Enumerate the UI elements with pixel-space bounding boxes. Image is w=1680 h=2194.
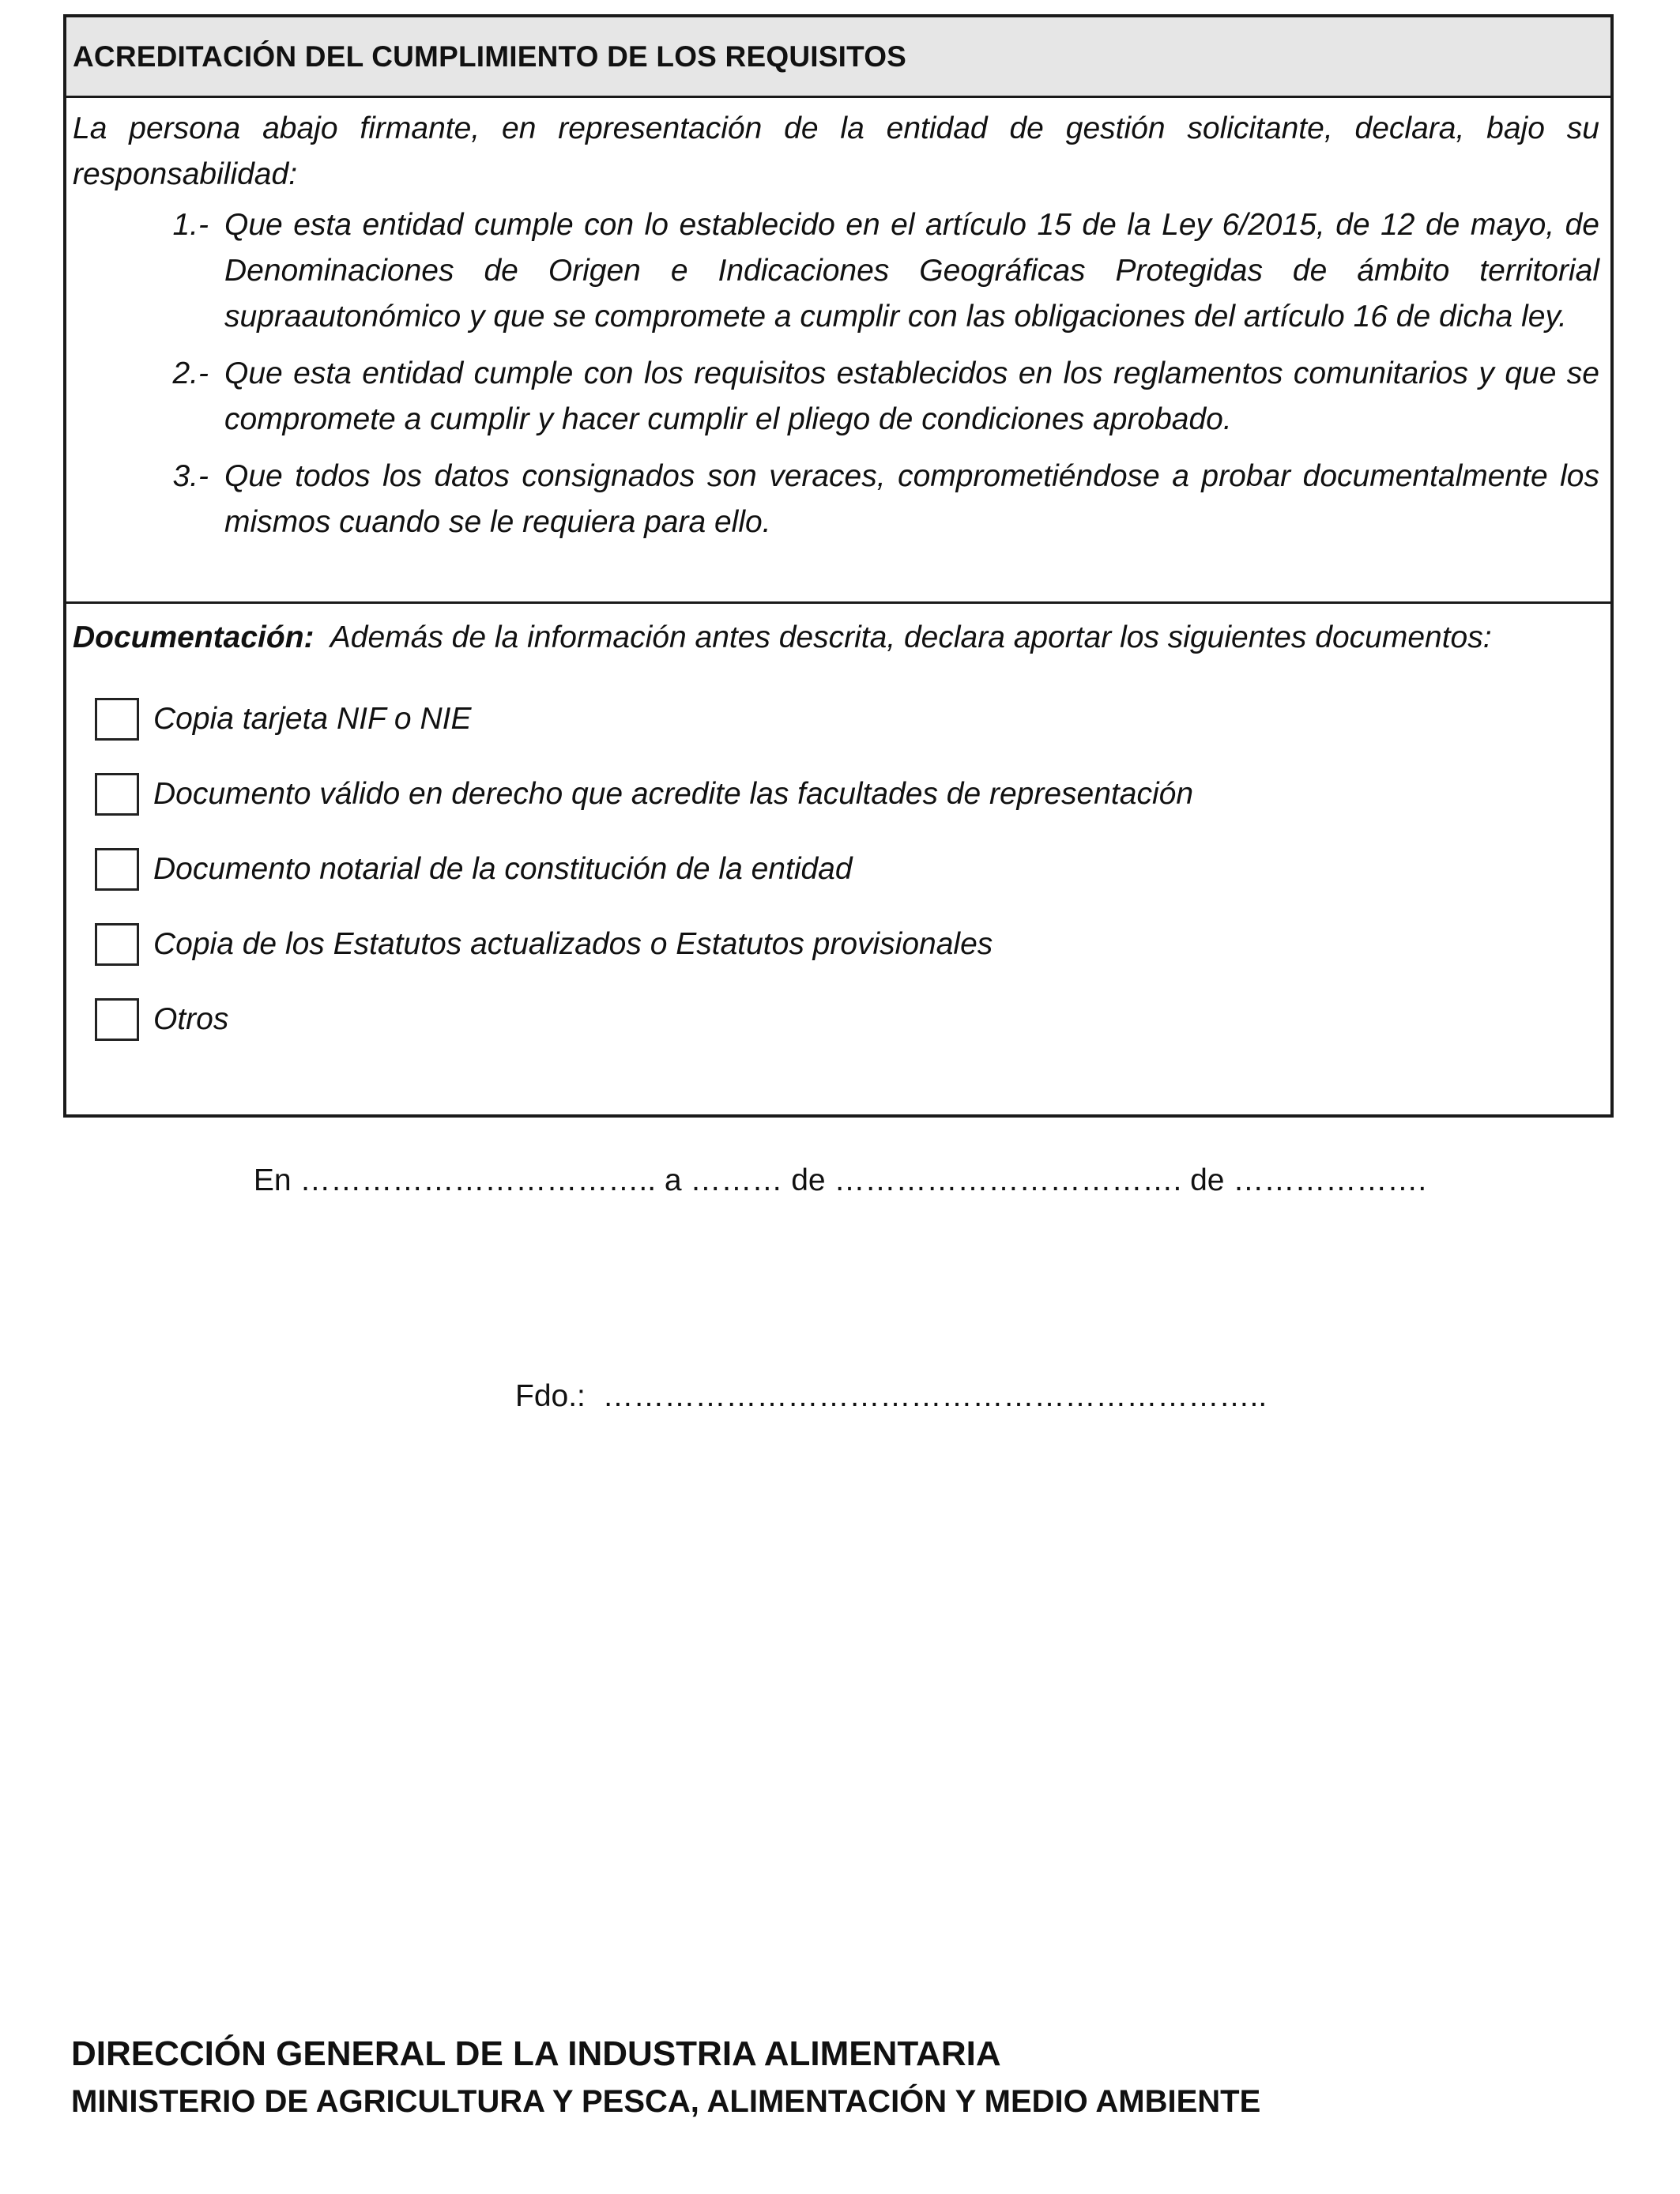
footer bbox=[71, 2030, 1260, 2124]
requirement-text: Que esta entidad cumple con los requisitos establecidos en los reglamentos comunitarios y que se compromete a cumplir y hacer cumplir el pliego de condiciones aprobado. bbox=[224, 356, 1599, 436]
declaration-section bbox=[66, 98, 1610, 604]
documentation-section bbox=[66, 604, 1610, 1057]
doc-option-label: Copia tarjeta NIF o NIE bbox=[153, 701, 472, 736]
requirement-item bbox=[73, 454, 1599, 545]
requirement-number: 2.- bbox=[172, 356, 209, 390]
checkbox-notarial[interactable] bbox=[95, 848, 139, 891]
requirement-number: 3.- bbox=[172, 459, 209, 493]
requirement-number: 1.- bbox=[172, 208, 209, 242]
place-date-line[interactable]: En …………………………….. a ……… de ……………………………. de ………………. bbox=[253, 1163, 1427, 1197]
checkbox-statutes[interactable] bbox=[95, 923, 139, 966]
signature-line[interactable]: Fdo.: ……………………………………………………….. bbox=[515, 1379, 1268, 1413]
checkbox-nif[interactable] bbox=[95, 698, 139, 741]
checkbox-others[interactable] bbox=[95, 998, 139, 1041]
documentation-intro-text: Además de la información antes descrita, declara aportar los siguientes documentos: bbox=[330, 620, 1492, 654]
doc-option-label: Documento notarial de la constitución de la entidad bbox=[153, 851, 853, 886]
doc-option-label: Documento válido en derecho que acredite las facultades de representación bbox=[153, 776, 1194, 811]
doc-option-notarial bbox=[73, 831, 1604, 907]
doc-option-label: Otros bbox=[153, 1001, 229, 1036]
doc-option-nif bbox=[73, 681, 1604, 756]
documentation-label: Documentación: bbox=[73, 620, 315, 654]
doc-option-statutes bbox=[73, 907, 1604, 982]
section-header bbox=[66, 17, 1610, 98]
requirements-form bbox=[63, 14, 1614, 1118]
requirement-text: Que esta entidad cumple con lo establecido en el artículo 15 de la Ley 6/2015, de 12 de mayo, de Denominaciones de Origen e Indicaciones Geográficas Protegidas de ámbito territorial supraautonómico y que se compromete a cumplir con las obligaciones del artículo 16 de dicha ley. bbox=[224, 208, 1599, 334]
requirement-item bbox=[73, 351, 1599, 443]
checkbox-representation[interactable] bbox=[95, 773, 139, 816]
declaration-intro: La persona abajo firmante, en representación de la entidad de gestión solicitante, declara, bajo su responsabilidad: bbox=[73, 111, 1599, 191]
doc-option-others bbox=[73, 982, 1604, 1057]
requirement-item bbox=[73, 202, 1599, 340]
footer-ministry: MINISTERIO DE AGRICULTURA Y PESCA, ALIMENTACIÓN Y MEDIO AMBIENTE bbox=[71, 2084, 1261, 2119]
documentation-intro bbox=[73, 615, 1604, 661]
requirements-list bbox=[73, 202, 1599, 545]
doc-option-representation bbox=[73, 756, 1604, 831]
footer-directorate: DIRECCIÓN GENERAL DE LA INDUSTRIA ALIMENTARIA bbox=[71, 2034, 1001, 2073]
doc-option-label: Copia de los Estatutos actualizados o Estatutos provisionales bbox=[153, 926, 993, 961]
requirement-text: Que todos los datos consignados son veraces, comprometiéndose a probar documentalmente los mismos cuando se le requiera para ello. bbox=[224, 459, 1599, 539]
section-title: ACREDITACIÓN DEL CUMPLIMIENTO DE LOS REQUISITOS bbox=[73, 40, 907, 73]
